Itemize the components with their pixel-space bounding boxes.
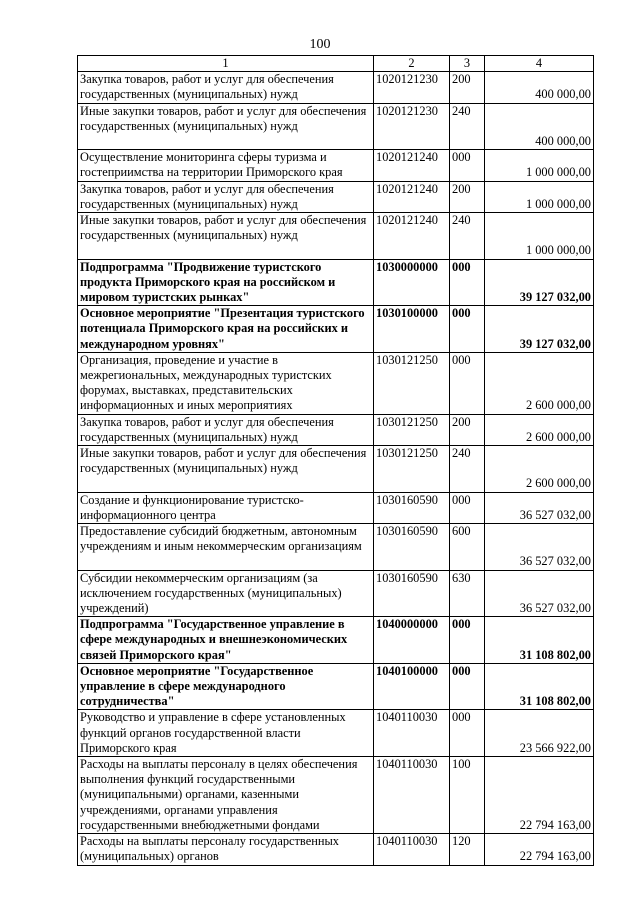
row-amount: 2 600 000,00 <box>485 414 594 445</box>
row-name: Иные закупки товаров, работ и услуг для обеспечения государственных (муниципальных) нужд <box>78 446 374 493</box>
column-header-amount: 4 <box>485 56 594 72</box>
column-header-code: 2 <box>374 56 450 72</box>
row-code: 1030121250 <box>374 352 450 414</box>
row-name: Подпрограмма "Государственное управление в сфере международных и внешнеэкономических связей Приморского края" <box>78 617 374 664</box>
row-type: 000 <box>450 710 485 757</box>
table-row <box>78 259 594 306</box>
row-code: 1040110030 <box>374 757 450 834</box>
table-header-row <box>78 56 594 72</box>
row-type: 200 <box>450 72 485 103</box>
table-row <box>78 524 594 571</box>
row-name: Иные закупки товаров, работ и услуг для обеспечения государственных (муниципальных) нужд <box>78 213 374 260</box>
row-type: 000 <box>450 663 485 710</box>
row-name: Основное мероприятие "Презентация туристского потенциала Приморского края на российских и международном уровнях" <box>78 306 374 353</box>
table-row <box>78 617 594 664</box>
table-row <box>78 757 594 834</box>
row-amount: 36 527 032,00 <box>485 524 594 571</box>
row-type: 630 <box>450 570 485 617</box>
row-amount: 400 000,00 <box>485 103 594 150</box>
row-type: 240 <box>450 213 485 260</box>
row-code: 1030121250 <box>374 446 450 493</box>
row-code: 1020121240 <box>374 181 450 212</box>
row-type: 120 <box>450 834 485 865</box>
row-type: 000 <box>450 492 485 523</box>
row-code: 1020121240 <box>374 213 450 260</box>
row-type: 200 <box>450 414 485 445</box>
row-amount: 2 600 000,00 <box>485 352 594 414</box>
row-amount: 2 600 000,00 <box>485 446 594 493</box>
row-name: Расходы на выплаты персоналу государственных (муниципальных) органов <box>78 834 374 865</box>
row-code: 1040100000 <box>374 663 450 710</box>
row-name: Предоставление субсидий бюджетным, автономным учреждениям и иным некоммерческим организациям <box>78 524 374 571</box>
row-name: Закупка товаров, работ и услуг для обеспечения государственных (муниципальных) нужд <box>78 72 374 103</box>
row-type: 240 <box>450 103 485 150</box>
row-amount: 36 527 032,00 <box>485 570 594 617</box>
row-name: Основное мероприятие "Государственное управление в сфере международного сотрудничества" <box>78 663 374 710</box>
row-type: 000 <box>450 306 485 353</box>
table-row <box>78 663 594 710</box>
row-name: Закупка товаров, работ и услуг для обеспечения государственных (муниципальных) нужд <box>78 414 374 445</box>
budget-table <box>77 55 594 866</box>
row-type: 000 <box>450 150 485 181</box>
row-amount: 31 108 802,00 <box>485 663 594 710</box>
page-number: 100 <box>309 37 331 52</box>
row-name: Иные закупки товаров, работ и услуг для обеспечения государственных (муниципальных) нужд <box>78 103 374 150</box>
row-name: Создание и функционирование туристско-информационного центра <box>78 492 374 523</box>
table-row <box>78 834 594 865</box>
row-amount: 1 000 000,00 <box>485 213 594 260</box>
row-code: 1040110030 <box>374 834 450 865</box>
table-row <box>78 710 594 757</box>
row-name: Осуществление мониторинга сферы туризма и гостеприимства на территории Приморского края <box>78 150 374 181</box>
row-type: 240 <box>450 446 485 493</box>
row-amount: 36 527 032,00 <box>485 492 594 523</box>
row-amount: 1 000 000,00 <box>485 181 594 212</box>
row-amount: 23 566 922,00 <box>485 710 594 757</box>
table-row <box>78 213 594 260</box>
table-row <box>78 352 594 414</box>
table-row <box>78 181 594 212</box>
table-row <box>78 72 594 103</box>
table-row <box>78 103 594 150</box>
row-type: 200 <box>450 181 485 212</box>
row-code: 1020121230 <box>374 103 450 150</box>
row-code: 1020121230 <box>374 72 450 103</box>
table-row <box>78 306 594 353</box>
table-row <box>78 414 594 445</box>
table-row <box>78 570 594 617</box>
table-row <box>78 150 594 181</box>
row-type: 000 <box>450 259 485 306</box>
row-amount: 39 127 032,00 <box>485 306 594 353</box>
column-header-name: 1 <box>78 56 374 72</box>
row-name: Подпрограмма "Продвижение туристского продукта Приморского края на российском и мировом туристских рынках" <box>78 259 374 306</box>
row-type: 600 <box>450 524 485 571</box>
row-code: 1040110030 <box>374 710 450 757</box>
row-code: 1030000000 <box>374 259 450 306</box>
row-name: Руководство и управление в сфере установленных функций органов государственной власти Приморского края <box>78 710 374 757</box>
row-amount: 1 000 000,00 <box>485 150 594 181</box>
row-code: 1030160590 <box>374 492 450 523</box>
row-code: 1030160590 <box>374 570 450 617</box>
row-amount: 22 794 163,00 <box>485 757 594 834</box>
row-code: 1040000000 <box>374 617 450 664</box>
row-code: 1020121240 <box>374 150 450 181</box>
row-type: 000 <box>450 352 485 414</box>
row-name: Субсидии некоммерческим организациям (за исключением государственных (муниципальных) учреждений) <box>78 570 374 617</box>
row-type: 000 <box>450 617 485 664</box>
row-code: 1030100000 <box>374 306 450 353</box>
table-row <box>78 446 594 493</box>
row-name: Расходы на выплаты персоналу в целях обеспечения выполнения функций государственными (муниципальными) органами, казенными учреждениями, органами управления государственными внебюджетными фондами <box>78 757 374 834</box>
row-amount: 39 127 032,00 <box>485 259 594 306</box>
row-amount: 22 794 163,00 <box>485 834 594 865</box>
row-amount: 31 108 802,00 <box>485 617 594 664</box>
column-header-type: 3 <box>450 56 485 72</box>
table-row <box>78 492 594 523</box>
row-name: Организация, проведение и участие в межрегиональных, международных туристских форумах, выставках, представительских информационных и иных мероприятиях <box>78 352 374 414</box>
row-amount: 400 000,00 <box>485 72 594 103</box>
row-code: 1030121250 <box>374 414 450 445</box>
row-name: Закупка товаров, работ и услуг для обеспечения государственных (муниципальных) нужд <box>78 181 374 212</box>
budget-table-body <box>78 56 594 866</box>
row-code: 1030160590 <box>374 524 450 571</box>
row-type: 100 <box>450 757 485 834</box>
